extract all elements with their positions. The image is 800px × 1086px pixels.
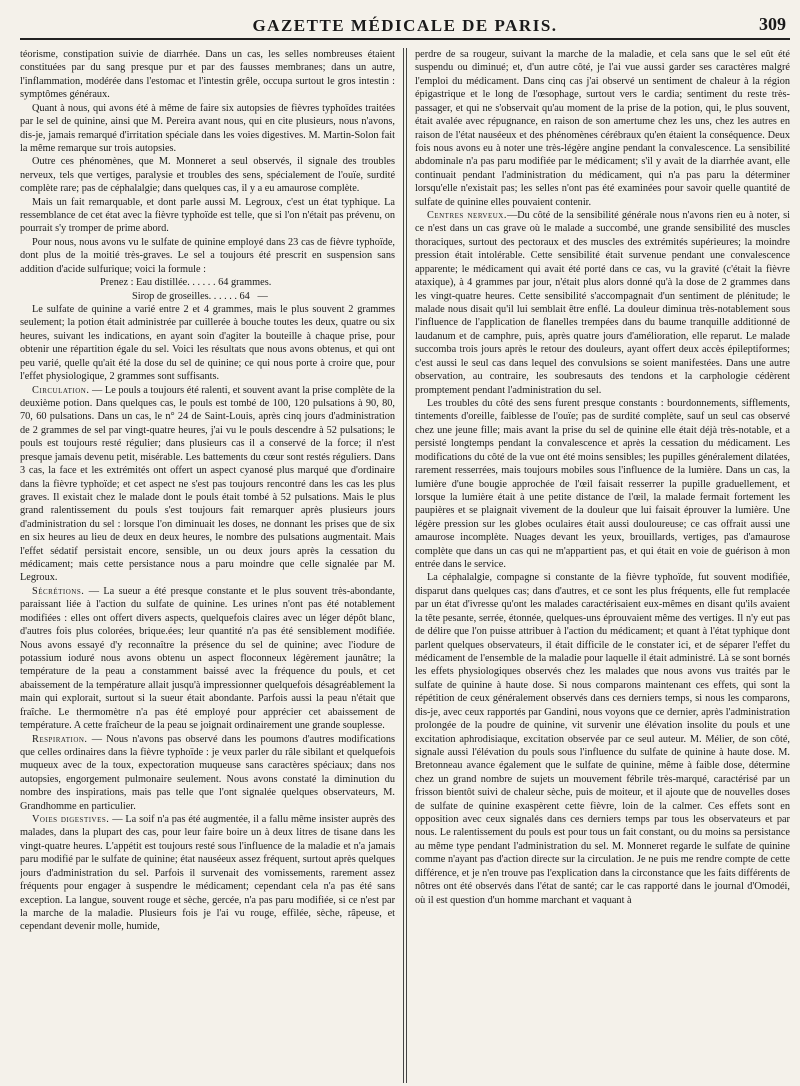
- paragraph: perdre de sa rougeur, suivant la marche de la maladie, et cela sans que le sel eût été suspendu ou diminué; et, d'un autre côté, je l'ai vue aussi garder ses caractères malgré l'emploi du médicament. Dans cinq cas j'ai observé un sentiment de chaleur à la région épigastrique et le long de l'œsophage, surtout vers le cardia; sentiment du reste très-passager, et qui ne s'observait qu'au moment de la prise de la potion, qui, le plus souvent, était avalée avec répugnance, en raison de son amertume chez les uns, chez les autres en raison de l'état nauséeux et des phénomènes cérébraux qu'en étaient la conséquence. Deux fois nous avons eu à noter une très-légère angine pendant la convalescence. La sensibilité abdominale n'a pas paru modifiée par le médicament; s'il y avait de la diarrhée avant, elle continuait pendant l'administration du médicament, qui n'a pas paru la déterminer lorsqu'elle n'existait pas; les selles n'ont pas été examinées pour savoir quelle quantité de sulfate de quinine elles pouvaient contenir.: [414, 49, 790, 208]
- section-text: — Nous n'avons pas observé dans les poumons d'autres modifications que celles ordinaires dans la fièvre typhoïde : je veux parler du râle sibilant et quelquefois muqueux avec de la toux, expectoration muqueuse sans caractères spéciaux; dans nos autopsies, engorgement pulmonaire seulement. Nous avons constaté la diminution du nombre des inspirations, mais pas telle que l'ont signalée quelques observateurs, M. Grandhomme en particulier.: [20, 733, 396, 812]
- paragraph: téorisme, constipation suivie de diarrhée. Dans un cas, les selles nombreuses étaient constituées par du sang presque pur et par des fausses membranes; dans un autre, l'inflammation, modérée dans l'estomac et l'intestin grêle, occupa surtout le gros intestin : symptômes généraux.: [20, 49, 396, 101]
- formula-line: Prenez : Eau distillée. . . . . . 64 grammes.: [100, 277, 272, 289]
- page-header: [20, 10, 790, 40]
- paragraph: Mais un fait remarquable, et dont parle aussi M. Legroux, c'est un état typhique. La ressemblance de cet état avec la fièvre typhoïde est telle, que si l'on n'était pas prévenu, on pourrait s'y tromper de prime abord.: [20, 196, 396, 235]
- section-circulation: [20, 384, 395, 585]
- right-column: [415, 48, 790, 1083]
- paragraph: Le sulfate de quinine a varié entre 2 et 4 grammes, mais le plus souvent 2 grammes seulement; la potion était administrée par cuillerée à bouche toutes les deux, quatre ou six heures, suivant les indications, en ayant soin d'agiter la bouteille à chaque prise, pour obtenir une répartition égale du sel. Voici les résultats que nous avons obtenus, et qui ont peu varié, quelle qu'ait été la dose du sel de quinine; ce qui nous porte à croire que, pour l'effet physiologique, 2 grammes sont suffisants.: [20, 304, 396, 383]
- section-heading: Respiration.: [32, 733, 88, 745]
- section-centres-nerveux: [415, 209, 790, 397]
- section-heading: Centres nerveux.: [426, 210, 507, 222]
- section-respiration: [20, 733, 395, 814]
- page-number: 309: [759, 14, 786, 34]
- section-voies-digestives: [20, 813, 395, 934]
- section-heading: Sécrétions.: [32, 585, 85, 597]
- paragraph: La céphalalgie, compagne si constante de la fièvre typhoïde, fut souvent modifiée, disparut dans quelques cas; dans d'autres, et ce sont les plus fréquents, elle fut remplacée par un état d'ivresse qu'ont les malades caractérisaient eux-mêmes en disant qu'ils avaient la tête pesante, serrée, étonnée, quelques-uns éprouvaient même des vertiges. Il n'y eut pas de délire que l'on puisse attribuer à l'action du médicament; et quant à l'état typhique dont parlent quelques observateurs, il était difficile de le constater ici, et de séparer l'effet du médicament de l'ensemble de la maladie pour laquelle il était administré. Là se sont bornés les effets physiologiques observés chez les malades que nous avons vus traités par le sulfate de quinine à haute dose. Si nous comparons maintenant ces effets, qui sont la répétition de ceux généralement observés dans ces derniers temps, si nous les comparons, dis-je, avec ceux rapportés par Gandini, nous voyons que ce dernier, après l'administration prolongée de la poudre de quinine, vit survenir une élévation insolite du pouls et une excitation aphrodisiaque, excitation observée par ce seul auteur. M. Mélier, de son côté, signale aussi l'élévation du pouls sous l'influence du sulfate de quinine à haute dose. M. Bretonneau avance également que le sulfate de quinine, même à faible dose, détermine chez un grand nombre de sujets un mouvement fébrile très-marqué, caractérisé par un frisson bientôt suivi de chaleur sèche, puis de moiteur, et il ajoute que de nouvelles doses de sulfate de quinine exaspèrent cette fièvre, loin de la calmer. Ces effets sont en opposition avec ceux signalés dans ces derniers temps par tous les observateurs et par nous. Le ralentissement du pouls est pour tous un fait constant, ou du moins sa persistance au même type pendant l'administration du sel. M. Monneret regarde le sulfate de quinine comme n'ayant pas d'action directe sur la circulation. Je ne puis me rendre compte de cette différence, et je n'en trouve pas l'explication dans la circonstance que les faits différents de nôtres ont été observés dans l'état de santé; car le cas rapporté dans le journal d'Omodéi, où il est question d'un homme marchant et vaquant à: [414, 572, 790, 906]
- formula-line: Sirop de groseilles. . . . . . 64 —: [132, 290, 268, 302]
- article-columns: [20, 48, 790, 1083]
- journal-title: GAZETTE MÉDICALE DE PARIS.: [252, 16, 558, 35]
- section-heading: Voies digestives.: [32, 814, 110, 826]
- paragraph: Quant à nous, qui avons été à même de faire six autopsies de fièvres typhoïdes traitées par le sel de quinine, ainsi que M. Pereira avant nous, qui en cite plusieurs, nous n'avons, dis-je, jamais remarqué d'irritation spéciale dans les voies digestives. M. Martin-Solon fait la même remarque sur trois autopsies.: [20, 102, 396, 154]
- section-text: — La soif n'a pas été augmentée, il a fallu même insister auprès des malades, dans la plupart des cas, pour leur faire boire un à deux litres de tisane dans les vingt-quatre heures. L'appétit est toujours resté sous l'influence de la maladie et n'a jamais paru modifié par le sulfate de quinine; état nauséeux assez fréquent, surtout après quelques jours d'administration du sel. Parfois il survenait des vomissements, rarement assez fréquents pour engager à suspendre le médicament; cependant cela n'a pas été sans exception. La langue, souvent rouge et sèche, gercée, n'a pas paru modifiée, si ce n'est par la marche de la maladie. Plusieurs fois je l'ai vu rouge, effilée, sèche, râpeuse, et cependant devenir molle, humide,: [20, 814, 396, 933]
- paragraph: Les troubles du côté des sens furent presque constants : bourdonnements, sifflements, tintements d'oreille, faiblesse de l'ouïe; pas de surdité complète, sauf un seul cas observé chez une jeune fille; mais avant la prise du sel de quinine elle était déjà très-notable, et a persisté longtemps pendant la convalescence et après la cessation du médicament. Les modifications du côté de la vue ont été moins sensibles; les pupilles généralement dilatées, rarement resserrées, mais toujours mobiles sous l'influence de la lumière. Dans un cas, la lumière d'une bougie approchée de l'œil faisait resserrer la pupille graduellement, et lorsque la lumière était à une petite distance de l'œil, la malade fermait fortement les paupières et se plaignait vivement de la douleur que lui faisait éprouver la lumière. Une légère pression sur les globes oculaires était aussi douloureuse; ce cas offrait aussi une amaurose incomplète. Nuages devant les yeux, brouillards, vertiges, pas d'amaurose complète que dans un cas qui ne m'appartient pas, et qui était en voie de guérison à mon entrée dans le service.: [414, 397, 790, 571]
- section-heading: Circulation.: [32, 384, 90, 396]
- left-column: [20, 48, 395, 1083]
- paragraph: Pour nous, nous avons vu le sulfate de quinine employé dans 23 cas de fièvre typhoïde, dont plus de la moitié très-graves. Le sel a toujours été prescrit en suspension sans addition d'acide sulfurique; voici la formule :: [20, 236, 396, 275]
- column-divider: [403, 48, 407, 1083]
- paragraph: Outre ces phénomènes, que M. Monneret a seul observés, il signale des troubles nerveux, tels que vertiges, paralysie et troubles des sens, spécialement de l'ouïe, surdité complète rare; pas de céphalalgie; dans quelques cas, il y a eu amaurose complète.: [20, 156, 396, 195]
- section-text: — La sueur a été presque constante et le plus souvent très-abondante, paraissant liée à l'action du sulfate de quinine. Les urines n'ont pas été notablement modifiées : elles ont offert divers aspects, quelquefois claires avec un léger dépôt blanc, d'autres fois plus colorées, brique.ées; leur quantité n'a pas été sensiblement modifiée. Nous avons essayé d'y reconnaître la présence du sel de quinine; avec l'iodure de potassium ioduré nous avons obtenu un aspect floconneux légèrement jaunâtre; la température de la peau a constamment baissé avec la fréquence du pouls, et cet abaissement de la température allait jusqu'à impressionner quelquefois désagréablement la main qui explorait, surtout si la sueur était abondante. Parfois aussi la peau n'était que fraîche. Le thermomètre n'a pas été employé pour apprécier cet abaissement de température. A cette fraîcheur de la peau se joignait ordinairement une grande souplesse.: [20, 585, 396, 732]
- section-secretions: [20, 585, 395, 733]
- section-text: — Le pouls a toujours été ralenti, et souvent avant la prise complète de la deuxième potion. Dans quelques cas, le pouls est tombé de 100, 120 pulsations à 90, 80, 70, 60 pulsations. Dans un cas, le n° 24 de Saint-Louis, après cinq jours d'administration de 2 grammes de sel par vingt-quatre heures, j'ai vu le pouls descendre à 52 pulsations; le pouls est toujours resté régulier; dans plusieurs cas il a conservé de la force; il n'est presque jamais devenu petit, misérable. Les battements du cœur sont restés réguliers. Dans 3 cas, la face et les extrémités ont offert un aspect cyanosé plus marqué que d'ordinaire dans la fièvre typhoïde; et cet aspect ne s'est pas toujours rencontré dans les cas les plus graves. Il existait chez le malade dont le pouls était tombé à 52 pulsations. Mais le plus grand ralentissement du pouls s'est toujours fait remarquer après plusieurs jours d'administration du sel : lorsque l'on diminuait les doses, ne donnant les prises que de six en six heures au lieu de deux en deux heures, le nombre des pulsations augmentait. Mais l'effet sédatif persistait encore, sensible, un ou deux jours après la cessation du médicament; mais cette persistance nous a paru moindre que celle signalée par M. Legroux.: [20, 384, 396, 584]
- section-text: —Du côté de la sensibilité générale nous n'avons rien eu à noter, si ce n'est dans un cas grave où le malade a succombé, une grande sensibilité des muscles thoraciques, surtout des pectoraux et des muscles des extrémités supérieures; la moindre pression était intolérable. Cette sensibilité était survenue pendant une convalescence apparente; le médicament qui avait été porté dans ce cas, vu la gravité (c'était la fièvre ataxique), à 4 grammes par jour, n'était plus alors donné qu'à la dose de 2 grammes dans les vingt-quatre heures. Cette sensibilité s'accompagnait d'un sentiment de plénitude; le malade nous disait qu'il lui semblait être enflé. La douleur diminua très-notablement sous l'influence de l'application de flanelles trempées dans du baume tranquille additionné de laudanum et de camphre, puis, après quatre jours d'amélioration, elle reparut. Le malade succomba trois jours après le retour des douleurs, ayant offert deux accès épileptiformes; c'est aussi le seul cas dans lequel des convulsions se soient manifestées. Dans une autre observation, au contraire, les soubresauts des tendons et la carphologie cédèrent promptement pendant l'administration du sel.: [414, 210, 790, 396]
